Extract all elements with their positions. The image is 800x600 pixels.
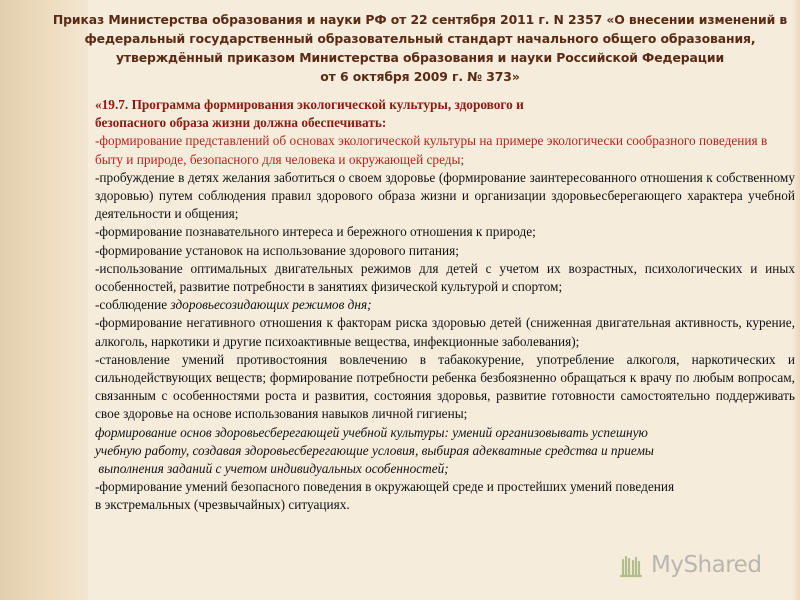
list-item-line: -формирование умений безопасного поведения в окружающей среде и простейших умений поведения [95, 479, 675, 495]
left-decorative-band [0, 0, 88, 600]
section-heading-line: «19.7. Программа формирования экологической культуры, здорового и [95, 97, 524, 112]
watermark-text: MyShared [651, 552, 762, 578]
hands-logo-icon [615, 550, 645, 580]
list-item-line: в экстремальных (чрезвычайных) ситуациях. [95, 497, 350, 513]
list-item: -становление умений противостояния вовлечению в табакокурение, употребление алкоголя, наркотических и сильнодействующих веществ; формирование потребности ребенка безбоязненно обращаться к врачу по любым вопросам, связанным с особенностями роста и развития, состояния здоровья, развитие готовности самостоятельно поддерживать свое здоровье на основе использования навыков личной гигиены; [95, 351, 795, 422]
list-item: -формирование негативного отношения к факторам риска здоровью детей (сниженная двигательная активность, курение, алкоголь, наркотики и другие психоактивные вещества, инфекционные заболевания); [95, 315, 795, 349]
list-item-prefix: -соблюдение [95, 297, 171, 313]
title-line: утверждённый приказом Министерства образования и науки Российской Федерации [115, 50, 725, 65]
list-item: -формирование познавательного интереса и бережного отношения к природе; [95, 224, 536, 240]
list-item: -пробуждение в детях желания заботиться о своем здоровье (формирование заинтересованного отношения к собственному здоровью) путем соблюдения правил здорового образа жизни и организации здоровьесберегающего характера учебной деятельности и общения; [95, 169, 795, 222]
italic-line: учебную работу, создавая здоровьесберегающие условия, выбирая адекватные средства и приемы [95, 442, 654, 458]
slide-title [40, 10, 800, 86]
list-item-mixed [95, 296, 795, 314]
section-heading-line: безопасного образа жизни должна обеспечивать: [95, 115, 387, 131]
list-item-italic: здоровьесозидающих режимов дня; [170, 297, 372, 313]
list-item: -использование оптимальных двигательных режимов для детей с учетом их возрастных, психологических и иных особенностей, развитие потребности в занятиях физической культурой и спортом; [95, 260, 795, 295]
watermark [615, 545, 761, 585]
list-item: -формирование установок на использование здорового питания; [95, 242, 459, 258]
italic-line: формирование основ здоровьесберегающей учебной культуры: умений организовывать успешную [95, 424, 648, 440]
italic-line: выполнения заданий с учетом индивидуальных особенностей; [95, 461, 449, 477]
title-line: федеральный государственный образовательный стандарт начального общего образования, [84, 31, 756, 46]
list-item-red: -формирование представлений об основах экологической культуры на примере экологически сообразного поведения в быту и природе, безопасного для человека и окружающей среды; [95, 133, 768, 167]
title-line: от 6 октября 2009 г. № 373» [320, 69, 520, 84]
title-line: Приказ Министерства образования и науки РФ от 22 сентября 2011 г. N 2357 «О внесении изменений в [52, 12, 788, 27]
slide-body [95, 96, 795, 515]
